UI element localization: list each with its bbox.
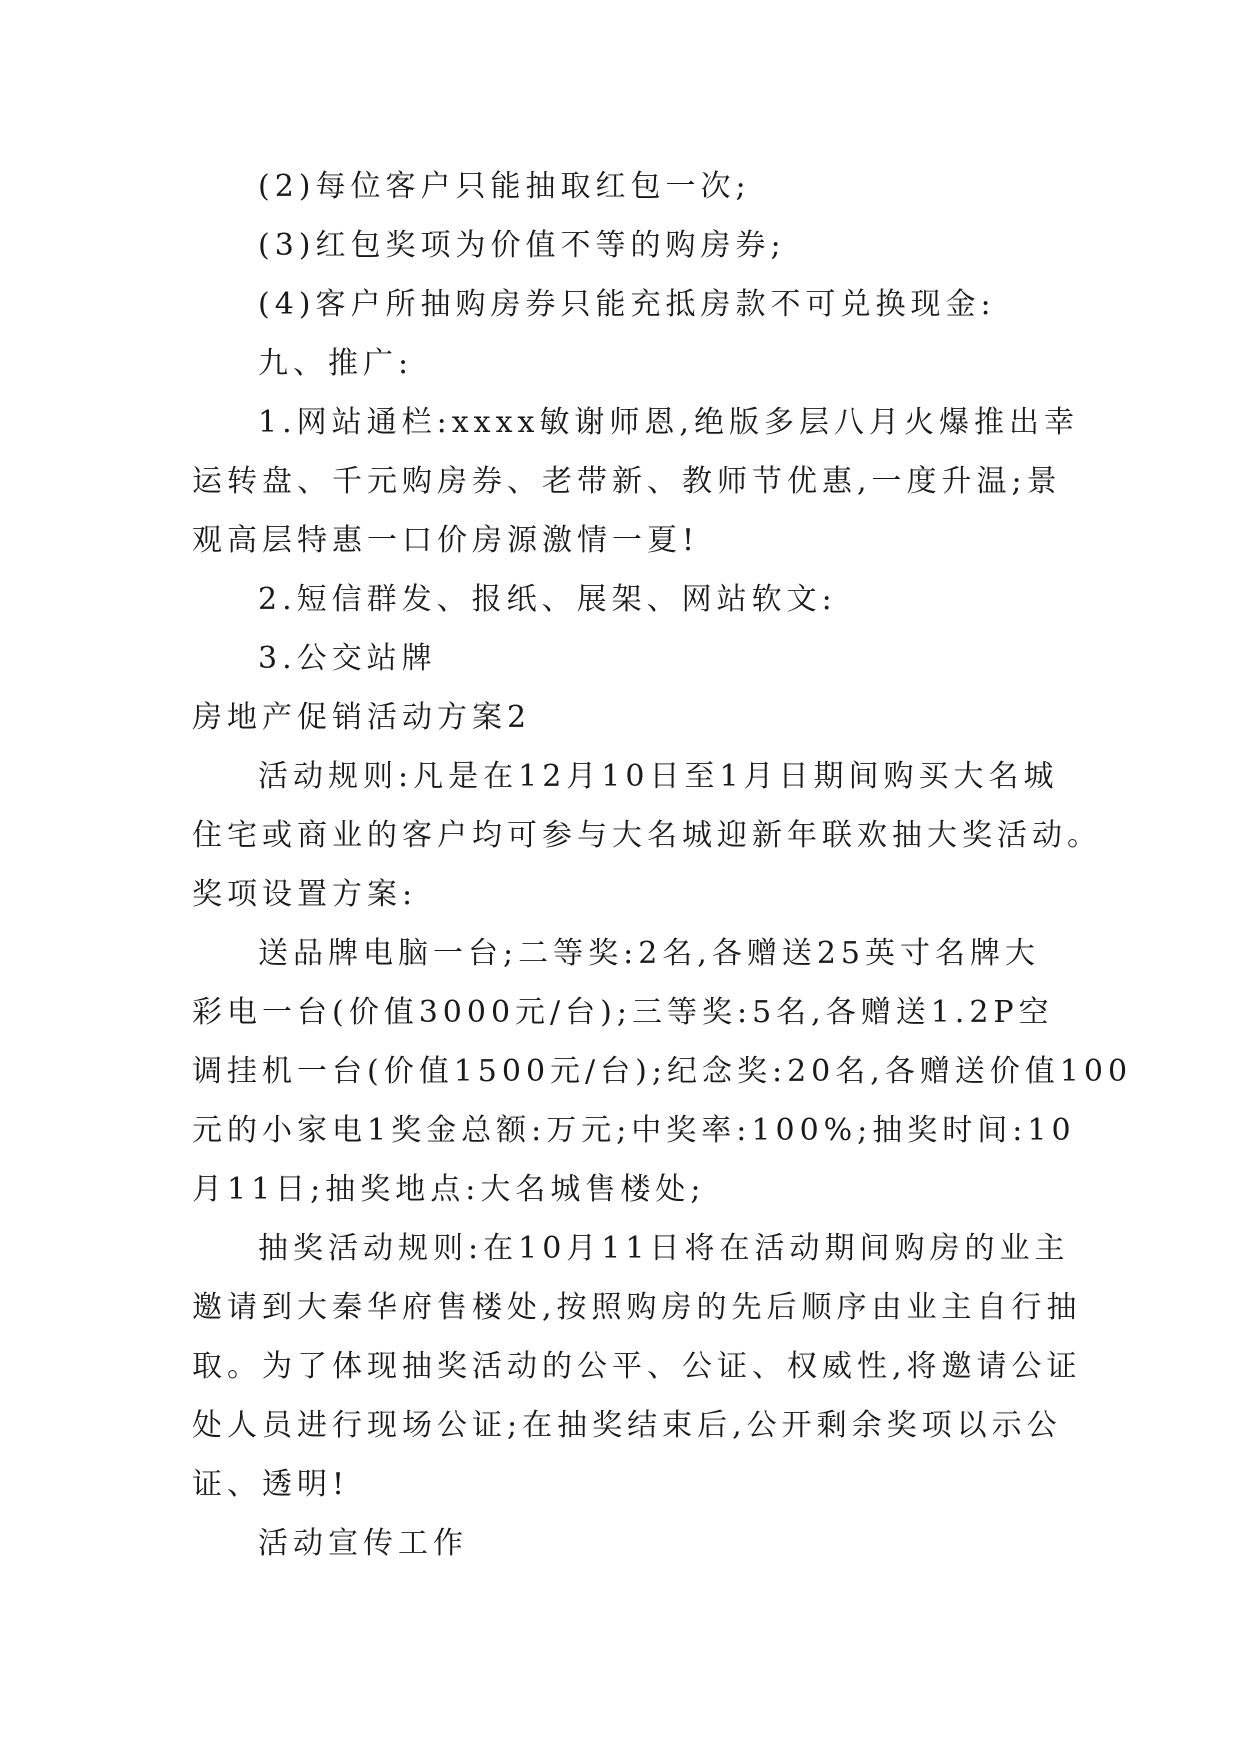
text-line: 调挂机一台(价值1500元/台);纪念奖:20名,各赠送价值100 bbox=[192, 1054, 1133, 1089]
text-line: 抽奖活动规则:在10月11日将在活动期间购房的业主 bbox=[258, 1231, 1070, 1266]
text-line: (3)红包奖项为价值不等的购房券; bbox=[258, 228, 786, 263]
text-line: 2.短信群发、报纸、展架、网站软文: bbox=[258, 582, 837, 617]
text-line: 住宅或商业的客户均可参与大名城迎新年联欢抽大奖活动。 bbox=[192, 818, 1102, 853]
text-line: 3.公交站牌 bbox=[258, 641, 437, 676]
text-line: 元的小家电1奖金总额:万元;中奖率:100%;抽奖时间:10 bbox=[192, 1113, 1076, 1148]
text-line: 活动宣传工作 bbox=[258, 1526, 468, 1561]
text-line: (4)客户所抽购房券只能充抵房款不可兑换现金: bbox=[258, 287, 996, 322]
text-line: 邀请到大秦华府售楼处,按照购房的先后顺序由业主自行抽 bbox=[192, 1290, 1082, 1325]
text-line: 彩电一台(价值3000元/台);三等奖:5名,各赠送1.2P空 bbox=[192, 995, 1054, 1030]
text-line: 运转盘、千元购房券、老带新、教师节优惠,一度升温;景 bbox=[192, 464, 1062, 499]
text-line: (2)每位客户只能抽取红包一次; bbox=[258, 169, 751, 204]
document-body bbox=[192, 157, 1133, 1573]
text-line: 处人员进行现场公证;在抽奖结束后,公开剩余奖项以示公 bbox=[192, 1408, 1062, 1443]
text-line: 奖项设置方案: bbox=[192, 877, 418, 912]
text-line: 活动规则:凡是在12月10日至1月日期间购买大名城 bbox=[258, 759, 1059, 794]
text-line: 观高层特惠一口价房源激情一夏! bbox=[192, 523, 700, 558]
text-line: 1.网站通栏:xxxx敏谢师恩,绝版多层八月火爆推出幸 bbox=[258, 405, 1079, 440]
text-line: 取。为了体现抽奖活动的公平、公证、权威性,将邀请公证 bbox=[192, 1349, 1082, 1384]
text-line: 证、透明! bbox=[192, 1467, 350, 1502]
text-line: 送品牌电脑一台;二等奖:2名,各赠送25英寸名牌大 bbox=[258, 936, 1041, 971]
text-line: 月11日;抽奖地点:大名城售楼处; bbox=[192, 1172, 706, 1207]
section-heading: 九、推广: bbox=[258, 346, 414, 381]
document-title: 房地产促销活动方案2 bbox=[192, 700, 532, 735]
